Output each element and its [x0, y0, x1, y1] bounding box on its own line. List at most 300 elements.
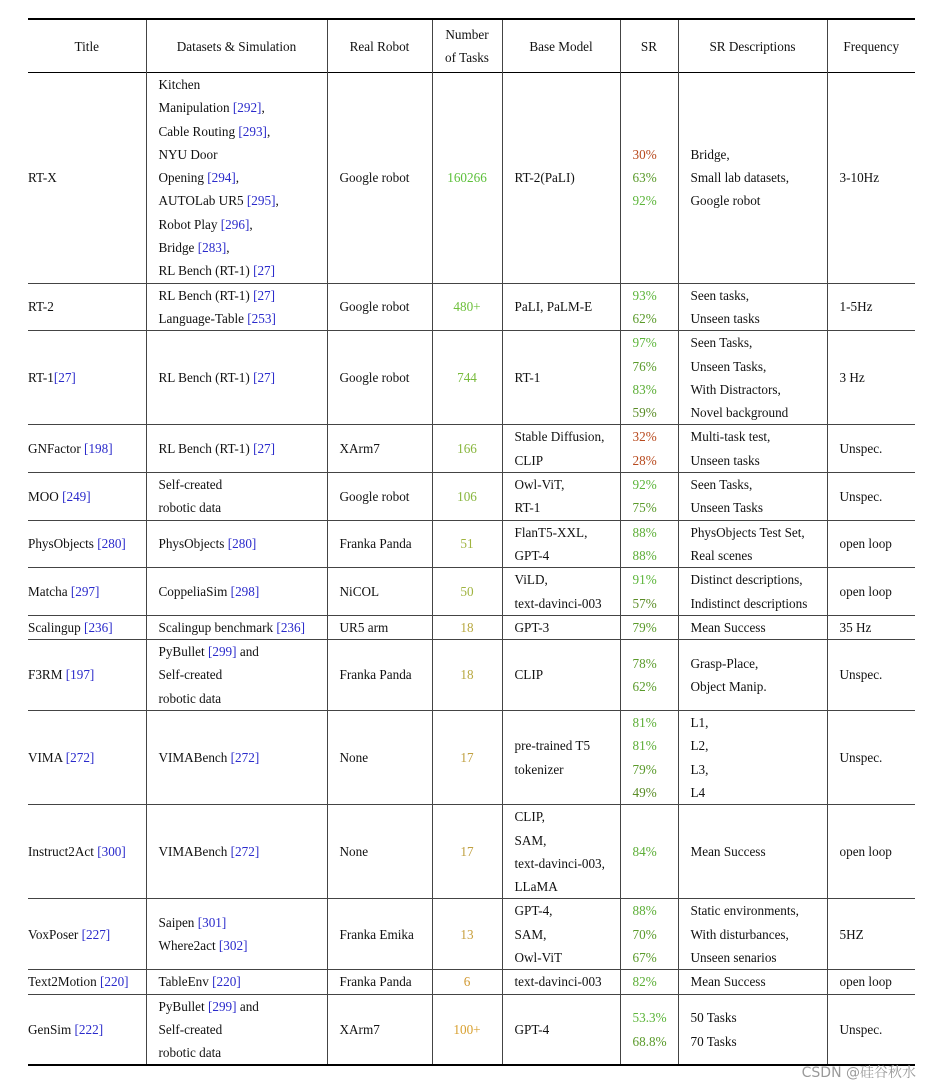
title-ref-link[interactable]: [236]	[84, 619, 113, 635]
cell-robot: Google robot	[327, 331, 432, 425]
cell-num-tasks: 17	[432, 805, 502, 899]
base-model-line: Stable Diffusion,	[514, 429, 605, 445]
cell-datasets	[146, 473, 327, 521]
cell-base-model	[502, 73, 620, 284]
title-ref-link[interactable]: [198]	[84, 441, 113, 457]
sr-desc-line: Seen Tasks,	[690, 335, 753, 351]
sr-desc-line: Mean Success	[690, 974, 766, 990]
sr-desc-line: Static environments,	[690, 903, 799, 919]
cell-frequency: 5HZ	[827, 899, 915, 970]
dataset-ref-link[interactable]: [272]	[230, 749, 260, 765]
cell-frequency: Unspec.	[827, 994, 915, 1065]
dataset-line	[159, 687, 327, 710]
cell-datasets	[146, 805, 327, 899]
dataset-ref-link[interactable]: [236]	[276, 619, 305, 635]
base-model-line: CLIP	[514, 452, 544, 468]
dataset-ref-link[interactable]: [293]	[238, 123, 267, 139]
dataset-ref-link[interactable]: [299]	[207, 998, 237, 1014]
dataset-text: TableEnv	[158, 974, 213, 990]
dataset-text: PyBullet	[158, 644, 208, 660]
header-sr-desc: SR Descriptions	[678, 19, 827, 73]
sr-desc-line: Seen tasks,	[690, 287, 750, 303]
comparison-table	[28, 18, 915, 1066]
cell-frequency: open loop	[827, 520, 915, 568]
sr-value: 79%	[632, 761, 657, 777]
dataset-text: PhysObjects	[158, 536, 228, 552]
cell-frequency: 3 Hz	[827, 331, 915, 425]
cell-num-tasks: 6	[432, 970, 502, 994]
dataset-text: Manipulation	[158, 100, 233, 116]
header-title: Title	[74, 38, 99, 54]
cell-title	[28, 640, 146, 711]
title-ref-link[interactable]: [220]	[99, 974, 129, 990]
dataset-line	[159, 307, 327, 330]
cell-datasets	[146, 899, 327, 970]
cell-frequency: 1-5Hz	[827, 283, 915, 331]
cell-sr	[620, 568, 678, 616]
dataset-text: Language-Table	[158, 310, 248, 326]
dataset-ref-link[interactable]: [220]	[212, 974, 241, 990]
cell-num-tasks: 166	[432, 425, 502, 473]
dataset-line	[159, 995, 327, 1018]
cell-robot: UR5 arm	[327, 615, 432, 639]
sr-value: 78%	[632, 655, 657, 671]
dataset-ref-link[interactable]: [301]	[197, 915, 227, 931]
dataset-text: VIMABench	[158, 844, 231, 860]
dataset-text: Bridge	[158, 240, 198, 256]
cell-robot: Franka Panda	[327, 640, 432, 711]
dataset-text: RL Bench (RT-1)	[158, 287, 254, 303]
cell-base-model	[502, 994, 620, 1065]
cell-datasets	[146, 331, 327, 425]
dataset-line	[159, 496, 327, 519]
base-model-line: pre-trained T5	[514, 738, 591, 754]
dataset-ref-link[interactable]: [298]	[230, 583, 260, 599]
title-ref-link[interactable]: [227]	[81, 926, 111, 942]
cell-num-tasks: 480+	[432, 283, 502, 331]
base-model-line: RT-2(PaLI)	[514, 170, 575, 186]
dataset-text: Where2act	[158, 938, 219, 954]
base-model-line: SAM,	[514, 832, 547, 848]
sr-desc-line: Unseen tasks	[690, 310, 760, 326]
cell-title	[28, 473, 146, 521]
sr-value: 92%	[632, 193, 657, 209]
base-model-line: LLaMA	[514, 879, 558, 895]
sr-value: 49%	[632, 784, 657, 800]
cell-num-tasks: 50	[432, 568, 502, 616]
dataset-line	[159, 473, 327, 496]
cell-num-tasks: 13	[432, 899, 502, 970]
dataset-ref-link[interactable]: [294]	[207, 170, 236, 186]
title-ref-link[interactable]: [300]	[97, 844, 126, 860]
cell-robot: Franka Panda	[327, 970, 432, 994]
sr-desc-line: Bridge,	[690, 146, 730, 162]
table-row	[28, 568, 915, 616]
cell-sr-desc	[678, 615, 827, 639]
base-model-line: GPT-4	[514, 547, 550, 563]
sr-desc-line: Unseen senarios	[690, 949, 777, 965]
sr-desc-line: 50 Tasks	[690, 1010, 737, 1026]
base-model-line: CLIP,	[514, 809, 545, 825]
header-base-model: Base Model	[502, 19, 620, 73]
sr-desc-line: L3,	[690, 761, 709, 777]
dataset-text: and	[236, 998, 259, 1014]
dataset-text: NYU Door	[158, 146, 218, 162]
table-row	[28, 425, 915, 473]
cell-datasets	[146, 970, 327, 994]
base-model-line: text-davinci-003	[514, 974, 602, 990]
sr-value: 62%	[632, 679, 657, 695]
cell-sr-desc	[678, 425, 827, 473]
cell-sr	[620, 520, 678, 568]
dataset-text: robotic data	[158, 1045, 222, 1061]
sr-desc-line: Unseen Tasks,	[690, 358, 767, 374]
sr-desc-line: Mean Success	[690, 844, 766, 860]
dataset-ref-link[interactable]: [280]	[227, 536, 257, 552]
cell-sr-desc	[678, 520, 827, 568]
dataset-text: ,	[249, 216, 253, 232]
cell-robot: NiCOL	[327, 568, 432, 616]
cell-sr-desc	[678, 640, 827, 711]
dataset-text: ,	[275, 193, 279, 209]
cell-frequency: open loop	[827, 970, 915, 994]
dataset-text: RL Bench (RT-1)	[158, 263, 254, 279]
cell-datasets	[146, 425, 327, 473]
cell-frequency: 35 Hz	[827, 615, 915, 639]
title-ref-link[interactable]: [249]	[62, 488, 91, 504]
sr-value: 88%	[632, 547, 657, 563]
sr-value: 93%	[632, 287, 657, 303]
dataset-line	[159, 970, 327, 993]
sr-desc-line: Novel background	[690, 405, 789, 421]
cell-datasets	[146, 520, 327, 568]
title-text: RT-1	[28, 370, 54, 386]
sr-desc-line: L4	[690, 784, 706, 800]
dataset-ref-link[interactable]: [295]	[246, 193, 276, 209]
dataset-line	[159, 663, 327, 686]
cell-sr	[620, 473, 678, 521]
dataset-line	[159, 532, 327, 555]
cell-num-tasks: 744	[432, 331, 502, 425]
cell-base-model	[502, 331, 620, 425]
dataset-ref-link[interactable]: [292]	[232, 100, 262, 116]
dataset-line	[159, 746, 327, 769]
title-text: RT-X	[28, 170, 57, 186]
title-ref-link[interactable]: [27]	[53, 370, 76, 386]
title-text: F3RM	[28, 667, 66, 683]
cell-sr-desc	[678, 970, 827, 994]
dataset-text: Self-created	[158, 477, 223, 493]
cell-sr	[620, 283, 678, 331]
dataset-ref-link[interactable]: [27]	[253, 441, 276, 457]
cell-sr-desc	[678, 994, 827, 1065]
cell-sr	[620, 640, 678, 711]
header-frequency: Frequency	[827, 19, 915, 73]
dataset-text: and	[236, 644, 259, 660]
table-row	[28, 994, 915, 1065]
header-num-line1: Number	[445, 27, 489, 42]
title-ref-link[interactable]: [272]	[65, 749, 95, 765]
sr-desc-line: L1,	[690, 715, 709, 731]
table-row	[28, 711, 915, 805]
title-text: GenSim	[28, 1021, 75, 1037]
cell-base-model	[502, 425, 620, 473]
sr-desc-line: With disturbances,	[690, 926, 789, 942]
base-model-line: text-davinci-003	[514, 595, 602, 611]
cell-title	[28, 970, 146, 994]
dataset-text: VIMABench	[158, 749, 231, 765]
dataset-text: ,	[235, 170, 240, 186]
cell-num-tasks: 18	[432, 640, 502, 711]
base-model-line: FlanT5-XXL,	[514, 524, 588, 540]
header-num-tasks	[432, 19, 502, 73]
dataset-line	[159, 236, 327, 259]
cell-base-model	[502, 899, 620, 970]
cell-datasets	[146, 283, 327, 331]
title-ref-link[interactable]: [280]	[97, 536, 126, 552]
title-text: VIMA	[28, 749, 66, 765]
dataset-text: Self-created	[158, 1021, 223, 1037]
sr-value: 76%	[632, 358, 657, 374]
cell-title	[28, 994, 146, 1065]
cell-base-model	[502, 473, 620, 521]
cell-datasets	[146, 615, 327, 639]
cell-sr-desc	[678, 568, 827, 616]
dataset-line	[159, 213, 327, 236]
dataset-ref-link[interactable]: [27]	[253, 287, 276, 303]
watermark: CSDN @硅谷秋水	[801, 1065, 916, 1081]
base-model-line: tokenizer	[514, 761, 564, 777]
header-num-line2: of Tasks	[445, 50, 489, 65]
dataset-ref-link[interactable]: [27]	[253, 370, 276, 386]
dataset-line	[159, 640, 327, 663]
sr-value: 28%	[632, 452, 657, 468]
cell-datasets	[146, 73, 327, 284]
cell-robot: Google robot	[327, 73, 432, 284]
cell-sr	[620, 970, 678, 994]
dataset-text: Self-created	[158, 667, 223, 683]
cell-title	[28, 520, 146, 568]
cell-sr-desc	[678, 283, 827, 331]
sr-value: 79%	[632, 619, 657, 635]
cell-sr-desc	[678, 899, 827, 970]
cell-num-tasks: 160266	[432, 73, 502, 284]
sr-desc-line: Small lab datasets,	[690, 170, 790, 186]
header-datasets: Datasets & Simulation	[146, 19, 327, 73]
sr-desc-line: PhysObjects Test Set,	[690, 524, 805, 540]
cell-sr-desc	[678, 331, 827, 425]
dataset-ref-link[interactable]: [302]	[218, 938, 248, 954]
sr-desc-line: Grasp-Place,	[690, 655, 759, 671]
sr-value: 53.3%	[632, 1010, 667, 1026]
title-ref-link[interactable]: [222]	[74, 1021, 104, 1037]
cell-frequency: Unspec.	[827, 640, 915, 711]
sr-value: 67%	[632, 949, 657, 965]
cell-robot: None	[327, 805, 432, 899]
table-row	[28, 331, 915, 425]
sr-desc-line: Unseen tasks	[690, 452, 760, 468]
title-text: MOO	[28, 488, 63, 504]
sr-value: 97%	[632, 335, 657, 351]
sr-value: 81%	[632, 715, 657, 731]
cell-num-tasks: 100+	[432, 994, 502, 1065]
dataset-line	[159, 366, 327, 389]
dataset-line	[159, 616, 327, 639]
sr-desc-line: 70 Tasks	[690, 1033, 737, 1049]
sr-desc-line: Distinct descriptions,	[690, 572, 803, 588]
cell-sr	[620, 994, 678, 1065]
dataset-text: Cable Routing	[158, 123, 239, 139]
cell-num-tasks: 106	[432, 473, 502, 521]
table-body	[28, 73, 915, 1066]
table-row	[28, 615, 915, 639]
title-ref-link[interactable]: [297]	[70, 583, 100, 599]
sr-value: 59%	[632, 405, 657, 421]
dataset-ref-link[interactable]: [27]	[253, 263, 276, 279]
cell-base-model	[502, 520, 620, 568]
dataset-line	[159, 437, 327, 460]
sr-value: 32%	[632, 429, 657, 445]
cell-frequency: open loop	[827, 805, 915, 899]
cell-datasets	[146, 568, 327, 616]
sr-value: 63%	[632, 170, 657, 186]
dataset-ref-link[interactable]: [299]	[207, 644, 237, 660]
title-text: GNFactor	[28, 441, 85, 457]
sr-desc-line: Object Manip.	[690, 679, 767, 695]
cell-base-model	[502, 711, 620, 805]
cell-sr	[620, 899, 678, 970]
cell-sr	[620, 615, 678, 639]
dataset-text: ,	[266, 123, 271, 139]
cell-base-model	[502, 640, 620, 711]
sr-desc-line: Seen Tasks,	[690, 477, 753, 493]
title-text: RT-2	[28, 299, 54, 315]
sr-desc-line: L2,	[690, 738, 709, 754]
base-model-line: PaLI, PaLM-E	[514, 299, 593, 315]
title-ref-link[interactable]: [197]	[65, 667, 95, 683]
dataset-ref-link[interactable]: [283]	[197, 240, 227, 256]
base-model-line: SAM,	[514, 926, 547, 942]
base-model-line: RT-1	[514, 370, 541, 386]
table-row	[28, 520, 915, 568]
cell-base-model	[502, 805, 620, 899]
base-model-line: text-davinci-003,	[514, 855, 605, 871]
cell-sr	[620, 711, 678, 805]
cell-frequency: Unspec.	[827, 425, 915, 473]
cell-sr	[620, 331, 678, 425]
dataset-line	[159, 840, 327, 863]
cell-title	[28, 425, 146, 473]
dataset-line	[159, 580, 327, 603]
cell-robot: Franka Panda	[327, 520, 432, 568]
cell-sr-desc	[678, 473, 827, 521]
cell-datasets	[146, 711, 327, 805]
cell-title	[28, 283, 146, 331]
dataset-line	[159, 284, 327, 307]
dataset-text: Scalingup benchmark	[158, 619, 277, 635]
dataset-ref-link[interactable]: [296]	[220, 216, 250, 232]
cell-title	[28, 711, 146, 805]
sr-value: 82%	[632, 974, 657, 990]
dataset-line	[159, 911, 327, 934]
base-model-line: RT-1	[514, 500, 541, 516]
cell-sr	[620, 805, 678, 899]
cell-sr-desc	[678, 711, 827, 805]
cell-sr-desc	[678, 73, 827, 284]
table-header	[28, 19, 915, 73]
cell-num-tasks: 17	[432, 711, 502, 805]
cell-title	[28, 805, 146, 899]
dataset-line	[159, 1041, 327, 1064]
sr-value: 81%	[632, 738, 657, 754]
dataset-ref-link[interactable]: [253]	[247, 310, 276, 326]
title-text: Instruct2Act	[28, 844, 98, 860]
dataset-text: Robot Play	[158, 216, 221, 232]
dataset-text: PyBullet	[158, 998, 208, 1014]
header-row	[28, 19, 915, 73]
cell-title	[28, 615, 146, 639]
sr-value: 84%	[632, 844, 657, 860]
sr-desc-line: With Distractors,	[690, 381, 781, 397]
dataset-line	[159, 1018, 327, 1041]
cell-robot: Google robot	[327, 283, 432, 331]
sr-value: 92%	[632, 477, 657, 493]
dataset-line	[159, 96, 327, 119]
sr-value: 30%	[632, 146, 657, 162]
sr-value: 88%	[632, 524, 657, 540]
table-row	[28, 283, 915, 331]
sr-desc-line: Multi-task test,	[690, 429, 771, 445]
cell-sr-desc	[678, 805, 827, 899]
dataset-text: CoppeliaSim	[158, 583, 231, 599]
dataset-text: Kitchen	[158, 77, 201, 92]
dataset-ref-link[interactable]: [272]	[230, 844, 260, 860]
cell-base-model	[502, 283, 620, 331]
title-text: Matcha	[28, 583, 71, 599]
sr-desc-line: Unseen Tasks	[690, 500, 763, 516]
title-text: Text2Motion	[28, 974, 100, 990]
table-container	[28, 18, 915, 1066]
base-model-line: Owl-ViT,	[514, 477, 565, 493]
dataset-text: RL Bench (RT-1)	[158, 370, 254, 386]
title-text: PhysObjects	[28, 536, 98, 552]
cell-frequency: open loop	[827, 568, 915, 616]
cell-title	[28, 73, 146, 284]
cell-robot: Franka Emika	[327, 899, 432, 970]
header-robot: Real Robot	[327, 19, 432, 73]
dataset-line	[159, 73, 327, 96]
sr-value: 68.8%	[632, 1033, 667, 1049]
cell-frequency: 3-10Hz	[827, 73, 915, 284]
sr-value: 75%	[632, 500, 657, 516]
base-model-line: GPT-4,	[514, 903, 553, 919]
cell-base-model	[502, 615, 620, 639]
dataset-text: ,	[261, 100, 265, 116]
cell-title	[28, 568, 146, 616]
cell-sr	[620, 73, 678, 284]
cell-title	[28, 331, 146, 425]
table-row	[28, 805, 915, 899]
cell-base-model	[502, 568, 620, 616]
cell-sr	[620, 425, 678, 473]
sr-value: 57%	[632, 595, 657, 611]
title-text: Scalingup	[28, 619, 85, 635]
cell-base-model	[502, 970, 620, 994]
table-row	[28, 899, 915, 970]
dataset-text: RL Bench (RT-1)	[158, 441, 254, 457]
dataset-text: Opening	[158, 170, 208, 186]
dataset-line	[159, 259, 327, 282]
